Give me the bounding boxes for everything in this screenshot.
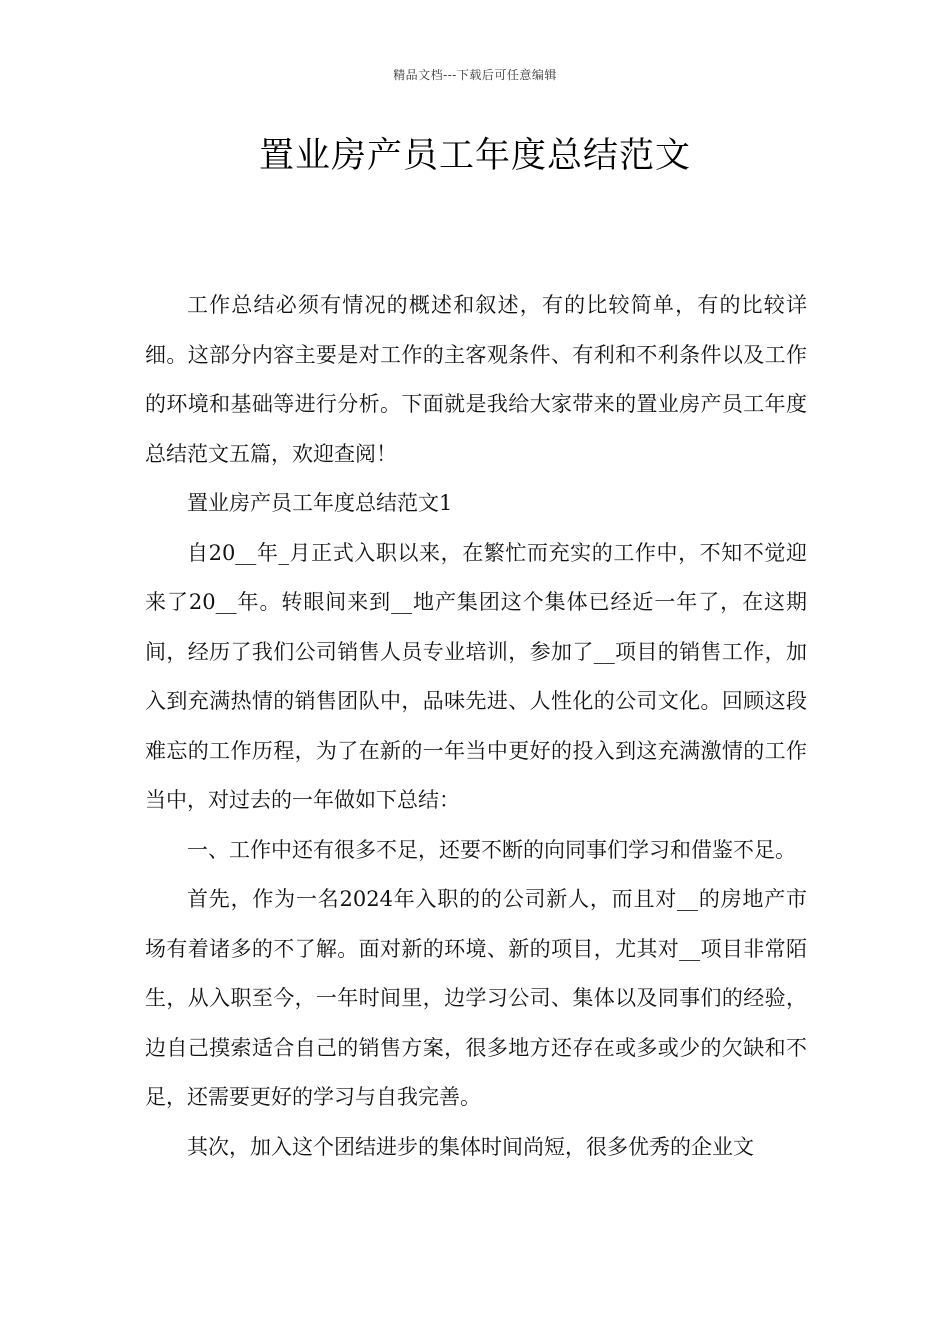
document-body [145, 281, 807, 1172]
body-paragraph: 首先，作为一名2024年入职的的公司新人，而且对__的房地产市场有着诸多的不了解。面对新的环境、新的项目，尤其对__项目非常陌生，从入职至今，一年时间里，边学习公司、集体以及同事们的经验，边自己摸索适合自己的销售方案，很多地方还存在或多或少的欠缺和不足，还需要更好的学习与自我完善。 [145, 887, 807, 1109]
body-paragraph: 其次，加入这个团结进步的集体时间尚短，很多优秀的企业文 [187, 1134, 754, 1159]
body-paragraph: 自20__年_月正式入职以来，在繁忙而充实的工作中，不知不觉迎来了20__年。转眼间来到__地产集团这个集体已经近一年了，在这期间，经历了我们公司销售人员专业培训，参加了__项目的销售工作，加入到充满热情的销售团队中，品味先进、人性化的公司文化。回顾这段难忘的工作历程，为了在新的一年当中更好的投入到这充满激情的工作当中，对过去的一年做如下总结： [145, 540, 807, 812]
document-title: 置业房产员工年度总结范文 [258, 136, 691, 176]
section-heading: 置业房产员工年度总结范文1 [187, 491, 453, 515]
header-note: 精品文档---下载后可任意编辑 [393, 68, 557, 82]
point-heading: 一、工作中还有很多不足，还要不断的向同事们学习和借鉴不足。 [187, 837, 796, 862]
intro-paragraph: 工作总结必须有情况的概述和叙述，有的比较简单，有的比较详细。这部分内容主要是对工作的主客观条件、有利和不利条件以及工作的环境和基础等进行分析。下面就是我给大家带来的置业房产员工年度总结范文五篇，欢迎查阅！ [145, 293, 807, 466]
